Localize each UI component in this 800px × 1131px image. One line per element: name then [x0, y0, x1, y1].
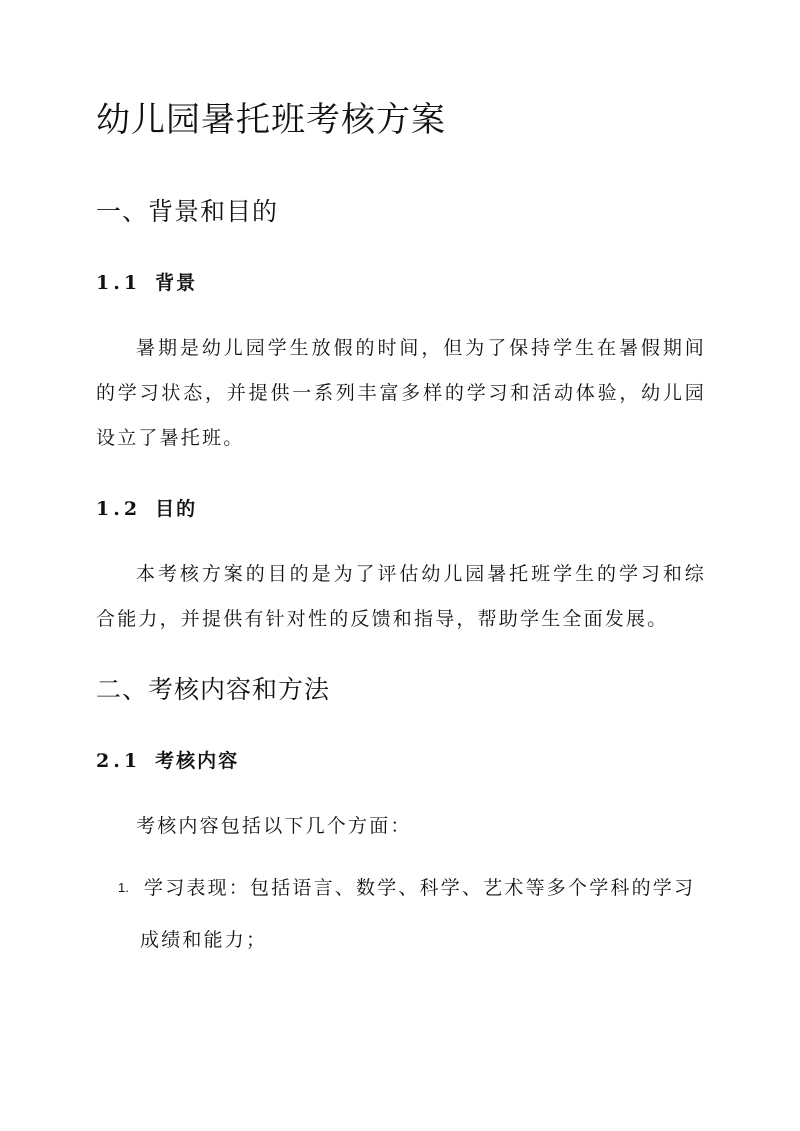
subsection-1-2-title: 目的 [155, 498, 198, 520]
list-item-text: 学习表现：包括语言、数学、科学、艺术等多个学科的学习 [144, 877, 696, 899]
section-1-heading: 一、背景和目的 [96, 197, 279, 226]
subsection-1-1-number: 1.1 [96, 272, 142, 294]
subsection-1-2-heading [96, 494, 197, 524]
subsection-2-1-paragraph: 考核内容包括以下几个方面： [136, 815, 412, 837]
subsection-2-1-number: 2.1 [96, 750, 142, 772]
subsection-1-1-title: 背景 [155, 272, 198, 294]
subsection-2-1-heading [96, 746, 239, 776]
document-title: 幼儿园暑托班考核方案 [96, 100, 446, 140]
section-2-heading: 二、考核内容和方法 [96, 675, 331, 704]
subsection-1-1-paragraph: 暑期是幼儿园学生放假的时间，但为了保持学生在暑假期间的学习状态，并提供一系列丰富多样的学习和活动体验，幼儿园设立了暑托班。 [96, 337, 706, 449]
list-item [118, 862, 698, 966]
subsection-1-2-number: 1.2 [96, 498, 142, 520]
subsection-2-1-title: 考核内容 [155, 750, 240, 772]
list-item-continuation: 成绩和能力； [140, 929, 268, 951]
list-item-marker: 1. [118, 880, 129, 895]
subsection-1-2-paragraph: 本考核方案的目的是为了评估幼儿园暑托班学生的学习和综合能力，并提供有针对性的反馈和指导，帮助学生全面发展。 [96, 563, 706, 630]
list-item-line [118, 862, 698, 914]
subsection-1-1-heading [96, 268, 197, 298]
